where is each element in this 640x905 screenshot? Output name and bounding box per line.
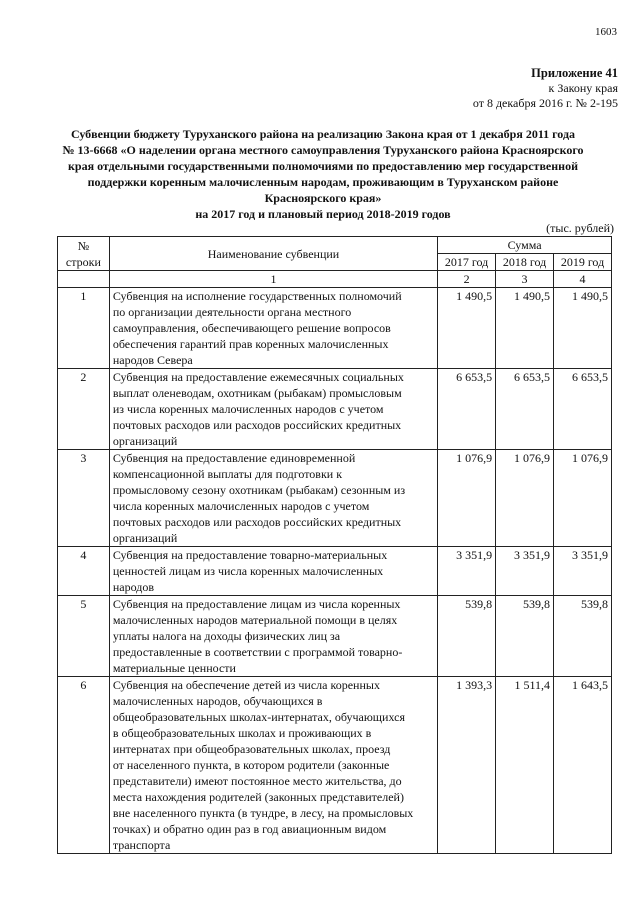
subvention-name — [109, 369, 437, 450]
subvention-name-line: Субвенция на предоставление ежемесячных социальных — [112, 370, 404, 384]
subvention-name-line: предоставленные в соответствии с программой товарно- — [112, 645, 403, 659]
subvention-name-line: общеобразовательных школах-интернатах, обучающихся — [112, 710, 405, 724]
subvention-name-line: по организации деятельности органа местного — [112, 305, 352, 319]
amount-2019: 3 351,9 — [554, 547, 612, 596]
amount-2018: 3 351,9 — [496, 547, 554, 596]
row-number: 5 — [58, 596, 110, 677]
subvention-name — [109, 288, 437, 369]
amount-2017: 6 653,5 — [438, 369, 496, 450]
title-line: края отдельными государственными полномочиями по предоставлению мер государственной — [68, 159, 578, 173]
page-number: 1603 — [595, 26, 617, 38]
amount-2018: 6 653,5 — [496, 369, 554, 450]
amount-2019: 1 643,5 — [554, 677, 612, 854]
header-year: 2017 год — [438, 254, 496, 271]
subvention-name-line: материальные ценности — [112, 661, 236, 675]
subvention-name — [109, 547, 437, 596]
document-title — [58, 126, 588, 222]
amount-2018: 1 511,4 — [496, 677, 554, 854]
subvention-name-line: Субвенция на предоставление товарно-материальных — [112, 548, 388, 562]
subvention-name-line: числа коренных малочисленных народов с учетом — [112, 499, 370, 513]
index-cell: 4 — [554, 271, 612, 288]
amount-2019: 539,8 — [554, 596, 612, 677]
header-sum: Сумма — [438, 237, 612, 254]
header-row-number: № строки — [58, 237, 110, 271]
subvention-name-line: из числа коренных малочисленных народов с учетом — [112, 402, 384, 416]
table-row — [58, 547, 612, 596]
index-cell — [58, 271, 110, 288]
subvention-name-line: от населенного пункта, в котором родители (законные — [112, 758, 390, 772]
row-number: 4 — [58, 547, 110, 596]
subvention-name-line: уплаты налога на доходы физических лиц за — [112, 629, 341, 643]
subvention-name-line: точках) и обратно один раз в год авиационным видом — [112, 822, 387, 836]
subvention-name-line: места нахождения родителей (законных представителей) — [112, 790, 404, 804]
amount-2018: 1 490,5 — [496, 288, 554, 369]
appendix-block — [473, 66, 618, 111]
row-number: 3 — [58, 450, 110, 547]
title-line: Красноярского края» — [264, 191, 382, 205]
subventions-table — [57, 236, 612, 854]
subvention-name-line: организаций — [112, 531, 178, 545]
table-row — [58, 596, 612, 677]
appendix-title: Приложение 41 — [531, 66, 618, 80]
title-line: Субвенции бюджету Туруханского района на реализацию Закона края от 1 декабря 2011 года — [70, 127, 576, 141]
header-year: 2019 год — [554, 254, 612, 271]
table-row — [58, 369, 612, 450]
subvention-name-line: самоуправления, обеспечивающего решение вопросов — [112, 321, 391, 335]
subvention-name-line: промысловому сезону охотникам (рыбакам) сезонным из — [112, 483, 406, 497]
subvention-name-line: вне населенного пункта (в тундре, в лесу, на промысловых — [112, 806, 414, 820]
table-row — [58, 450, 612, 547]
amount-2017: 539,8 — [438, 596, 496, 677]
subvention-name-line: компенсационной выплаты для подготовки к — [112, 467, 343, 481]
subvention-name-line: выплат оленеводам, охотникам (рыбакам) промысловым — [112, 386, 402, 400]
title-line: на 2017 год и плановый период 2018-2019 годов — [195, 207, 451, 221]
subvention-name-line: малочисленных народов, обучающихся в — [112, 694, 323, 708]
index-cell: 1 — [109, 271, 437, 288]
index-cell: 2 — [438, 271, 496, 288]
subvention-name-line: организаций — [112, 434, 178, 448]
amount-2019: 1 076,9 — [554, 450, 612, 547]
row-number: 1 — [58, 288, 110, 369]
subvention-name-line: Субвенция на предоставление единовременной — [112, 451, 356, 465]
amount-2017: 3 351,9 — [438, 547, 496, 596]
amount-2017: 1 393,3 — [438, 677, 496, 854]
subvention-name-line: Субвенция на исполнение государственных полномочий — [112, 289, 402, 303]
table-row — [58, 288, 612, 369]
subvention-name — [109, 596, 437, 677]
header-year: 2018 год — [496, 254, 554, 271]
subvention-name-line: представители) имеют постоянное место жительства, до — [112, 774, 402, 788]
subvention-name-line: обеспечения гарантий прав коренных малочисленных — [112, 337, 389, 351]
index-cell: 3 — [496, 271, 554, 288]
appendix-date: от 8 декабря 2016 г. № 2-195 — [472, 96, 618, 110]
title-line: поддержки коренным малочисленным народам, проживающим в Туруханском районе — [87, 175, 559, 189]
subvention-name-line: в общеобразовательных школах и проживающих в — [112, 726, 372, 740]
subvention-name-line: почтовых расходов или расходов российских кредитных — [112, 418, 402, 432]
subvention-name-line: почтовых расходов или расходов российских кредитных — [112, 515, 402, 529]
appendix-law: к Закону края — [548, 81, 618, 95]
amount-2019: 6 653,5 — [554, 369, 612, 450]
amount-2017: 1 076,9 — [438, 450, 496, 547]
row-number: 2 — [58, 369, 110, 450]
subvention-name — [109, 677, 437, 854]
amount-2018: 539,8 — [496, 596, 554, 677]
title-line: № 13-6668 «О наделении органа местного самоуправления Туруханского района Красноярского — [62, 143, 584, 157]
table-row — [58, 677, 612, 854]
subvention-name-line: народов — [112, 580, 155, 594]
subvention-name-line: транспорта — [112, 838, 171, 852]
amount-2017: 1 490,5 — [438, 288, 496, 369]
amount-2019: 1 490,5 — [554, 288, 612, 369]
row-number: 6 — [58, 677, 110, 854]
subvention-name-line: Субвенция на предоставление лицам из числа коренных — [112, 597, 401, 611]
subvention-name — [109, 450, 437, 547]
subvention-name-line: Субвенция на обеспечение детей из числа коренных — [112, 678, 380, 692]
amount-2018: 1 076,9 — [496, 450, 554, 547]
header-name: Наименование субвенции — [109, 237, 437, 271]
subvention-name-line: интернатах при общеобразовательных школах, проезд — [112, 742, 391, 756]
subvention-name-line: ценностей лицам из числа коренных малочисленных — [112, 564, 384, 578]
subvention-name-line: малочисленных народов материальной помощи в целях — [112, 613, 398, 627]
subvention-name-line: народов Севера — [112, 353, 193, 367]
units-label: (тыс. рублей) — [546, 221, 614, 235]
